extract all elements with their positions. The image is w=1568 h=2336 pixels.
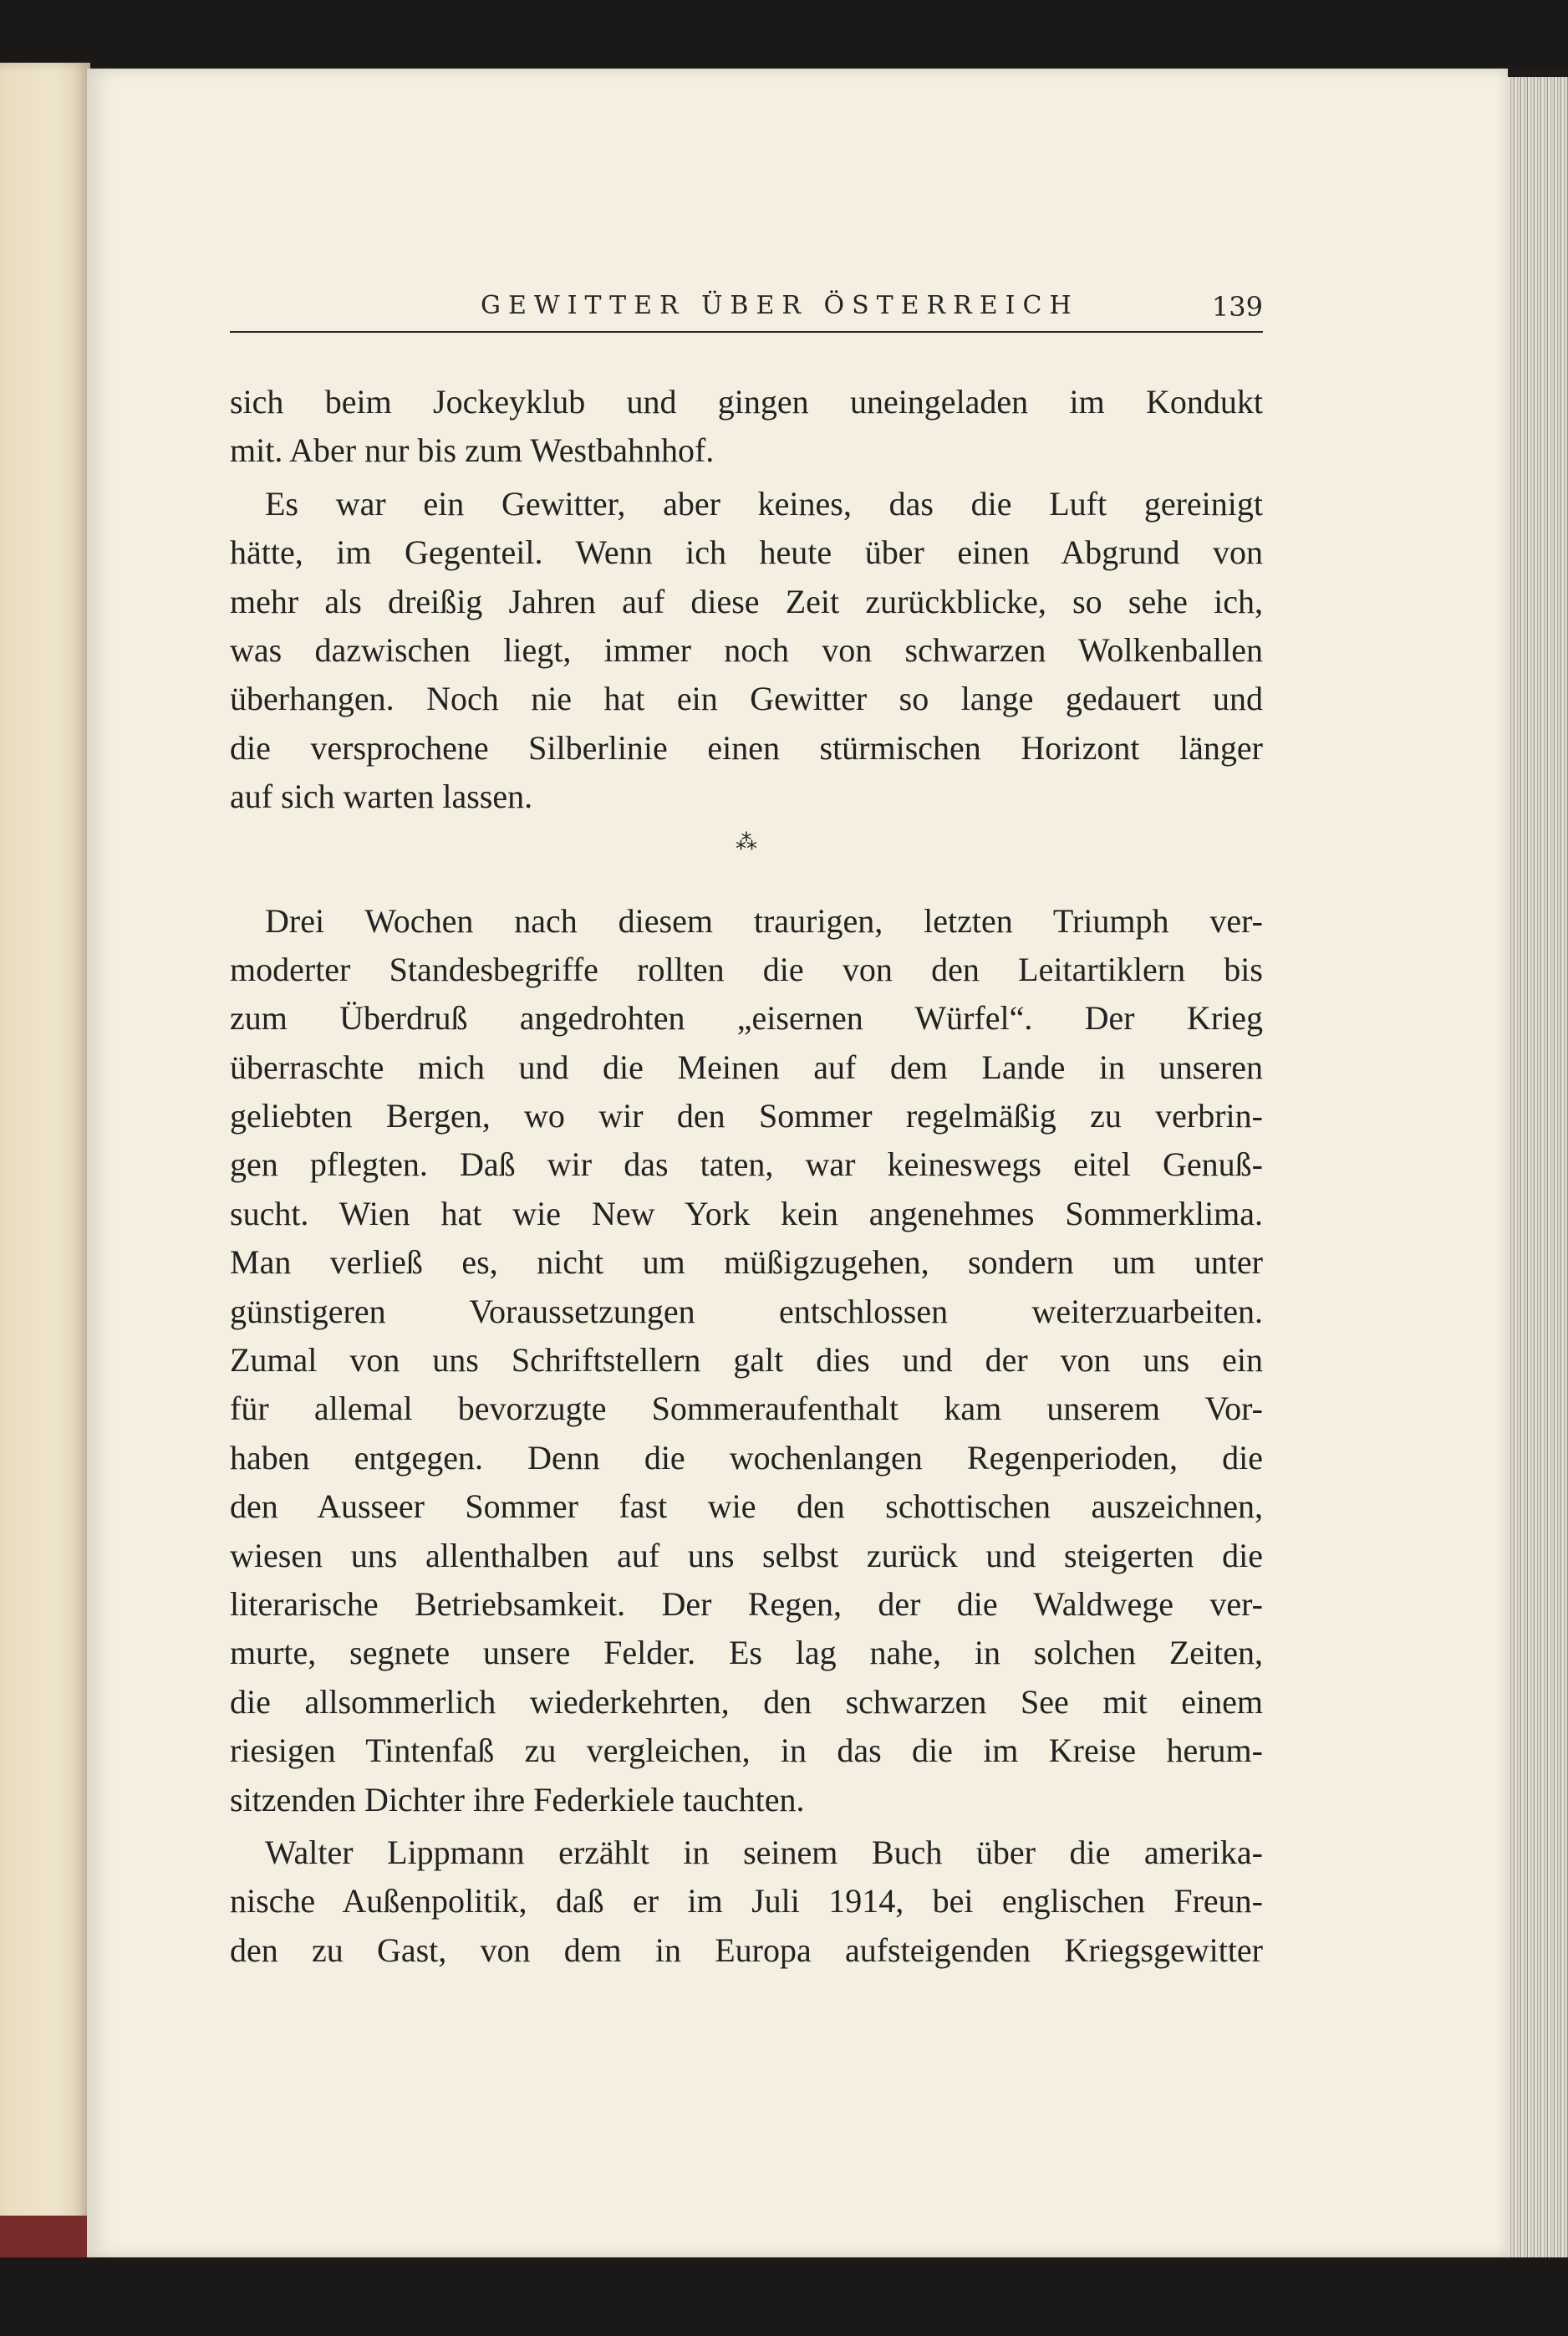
text-line: günstigeren Voraussetzungen entschlossen weiterzuarbeiten. — [230, 1292, 1263, 1330]
text-line: nische Außenpolitik, daß er im Juli 1914, bei englischen Freun- — [230, 1882, 1263, 1920]
text-line: murte, segnete unsere Felder. Es lag nahe, in solchen Zeiten, — [230, 1634, 1263, 1672]
text-line: die allsommerlich wiederkehrten, den schwarzen See mit einem — [230, 1682, 1263, 1721]
text-line: sitzenden Dichter ihre Federkiele tauchten. — [230, 1780, 805, 1818]
text-line: Es war ein Gewitter, aber keines, das die Luft gereinigt — [265, 484, 1263, 523]
page-stack-edge — [1504, 77, 1568, 2261]
text-line: mehr als dreißig Jahren auf diese Zeit zurückblicke, so sehe ich, — [230, 582, 1263, 620]
text-line: für allemal bevorzugte Sommeraufenthalt kam unserem Vor- — [230, 1390, 1263, 1428]
text-line: gen pflegten. Daß wir das taten, war keineswegs eitel Genuß- — [230, 1145, 1263, 1184]
running-head — [230, 281, 1263, 333]
text-line: hätte, im Gegenteil. Wenn ich heute über einen Abgrund von — [230, 533, 1263, 572]
text-line: Drei Wochen nach diesem traurigen, letzten Triumph ver- — [265, 901, 1263, 940]
section-ornament: ⁂ — [736, 829, 757, 854]
text-line: moderter Standesbegriffe rollten die von den Leitartiklern bis — [230, 950, 1263, 988]
text-line: die versprochene Silberlinie einen stürmischen Horizont länger — [230, 728, 1263, 767]
text-line: den Ausseer Sommer fast wie den schottischen auszeichnen, — [230, 1487, 1263, 1526]
body-text — [230, 378, 1263, 1975]
text-line: was dazwischen liegt, immer noch von schwarzen Wolkenballen — [230, 630, 1263, 669]
text-line: überraschte mich und die Meinen auf dem Lande in unseren — [230, 1048, 1263, 1086]
left-page-edge — [0, 63, 90, 2257]
bottom-background — [0, 2257, 1568, 2336]
text-line: Man verließ es, nicht um müßigzugehen, sondern um unter — [230, 1243, 1263, 1282]
text-line: literarische Betriebsamkeit. Der Regen, der die Waldwege ver- — [230, 1584, 1263, 1623]
text-line: auf sich warten lassen. — [230, 778, 533, 816]
text-line: den zu Gast, von dem in Europa aufsteigenden Kriegsgewitter — [230, 1931, 1263, 1969]
text-line: riesigen Tintenfaß zu vergleichen, in das die im Kreise herum- — [230, 1732, 1263, 1770]
text-line: Walter Lippmann erzählt in seinem Buch über die amerika- — [265, 1833, 1263, 1871]
text-line: sucht. Wien hat wie New York kein angenehmes Sommerklima. — [230, 1194, 1263, 1232]
text-line: geliebten Bergen, wo wir den Sommer regelmäßig zu verbrin- — [230, 1097, 1263, 1135]
text-line: überhangen. Noch nie hat ein Gewitter so lange gedauert und — [230, 680, 1263, 718]
text-line: sich beim Jockeyklub und gingen uneingeladen im Kondukt — [230, 383, 1263, 421]
page-number: 139 — [1211, 291, 1263, 323]
text-line: Zumal von uns Schriftstellern galt dies und der von uns ein — [230, 1341, 1263, 1380]
book-cover-edge — [0, 2216, 90, 2257]
text-line: haben entgegen. Denn die wochenlangen Regenperioden, die — [230, 1438, 1263, 1477]
running-title: GEWITTER ÜBER ÖSTERREICH — [481, 291, 1079, 320]
text-line: mit. Aber nur bis zum Westbahnhof. — [230, 431, 715, 470]
top-background — [0, 0, 1568, 67]
text-line: wiesen uns allenthalben auf uns selbst zurück und steigerten die — [230, 1536, 1263, 1574]
text-line: zum Überdruß angedrohten „eisernen Würfel“. Der Krieg — [230, 999, 1263, 1038]
